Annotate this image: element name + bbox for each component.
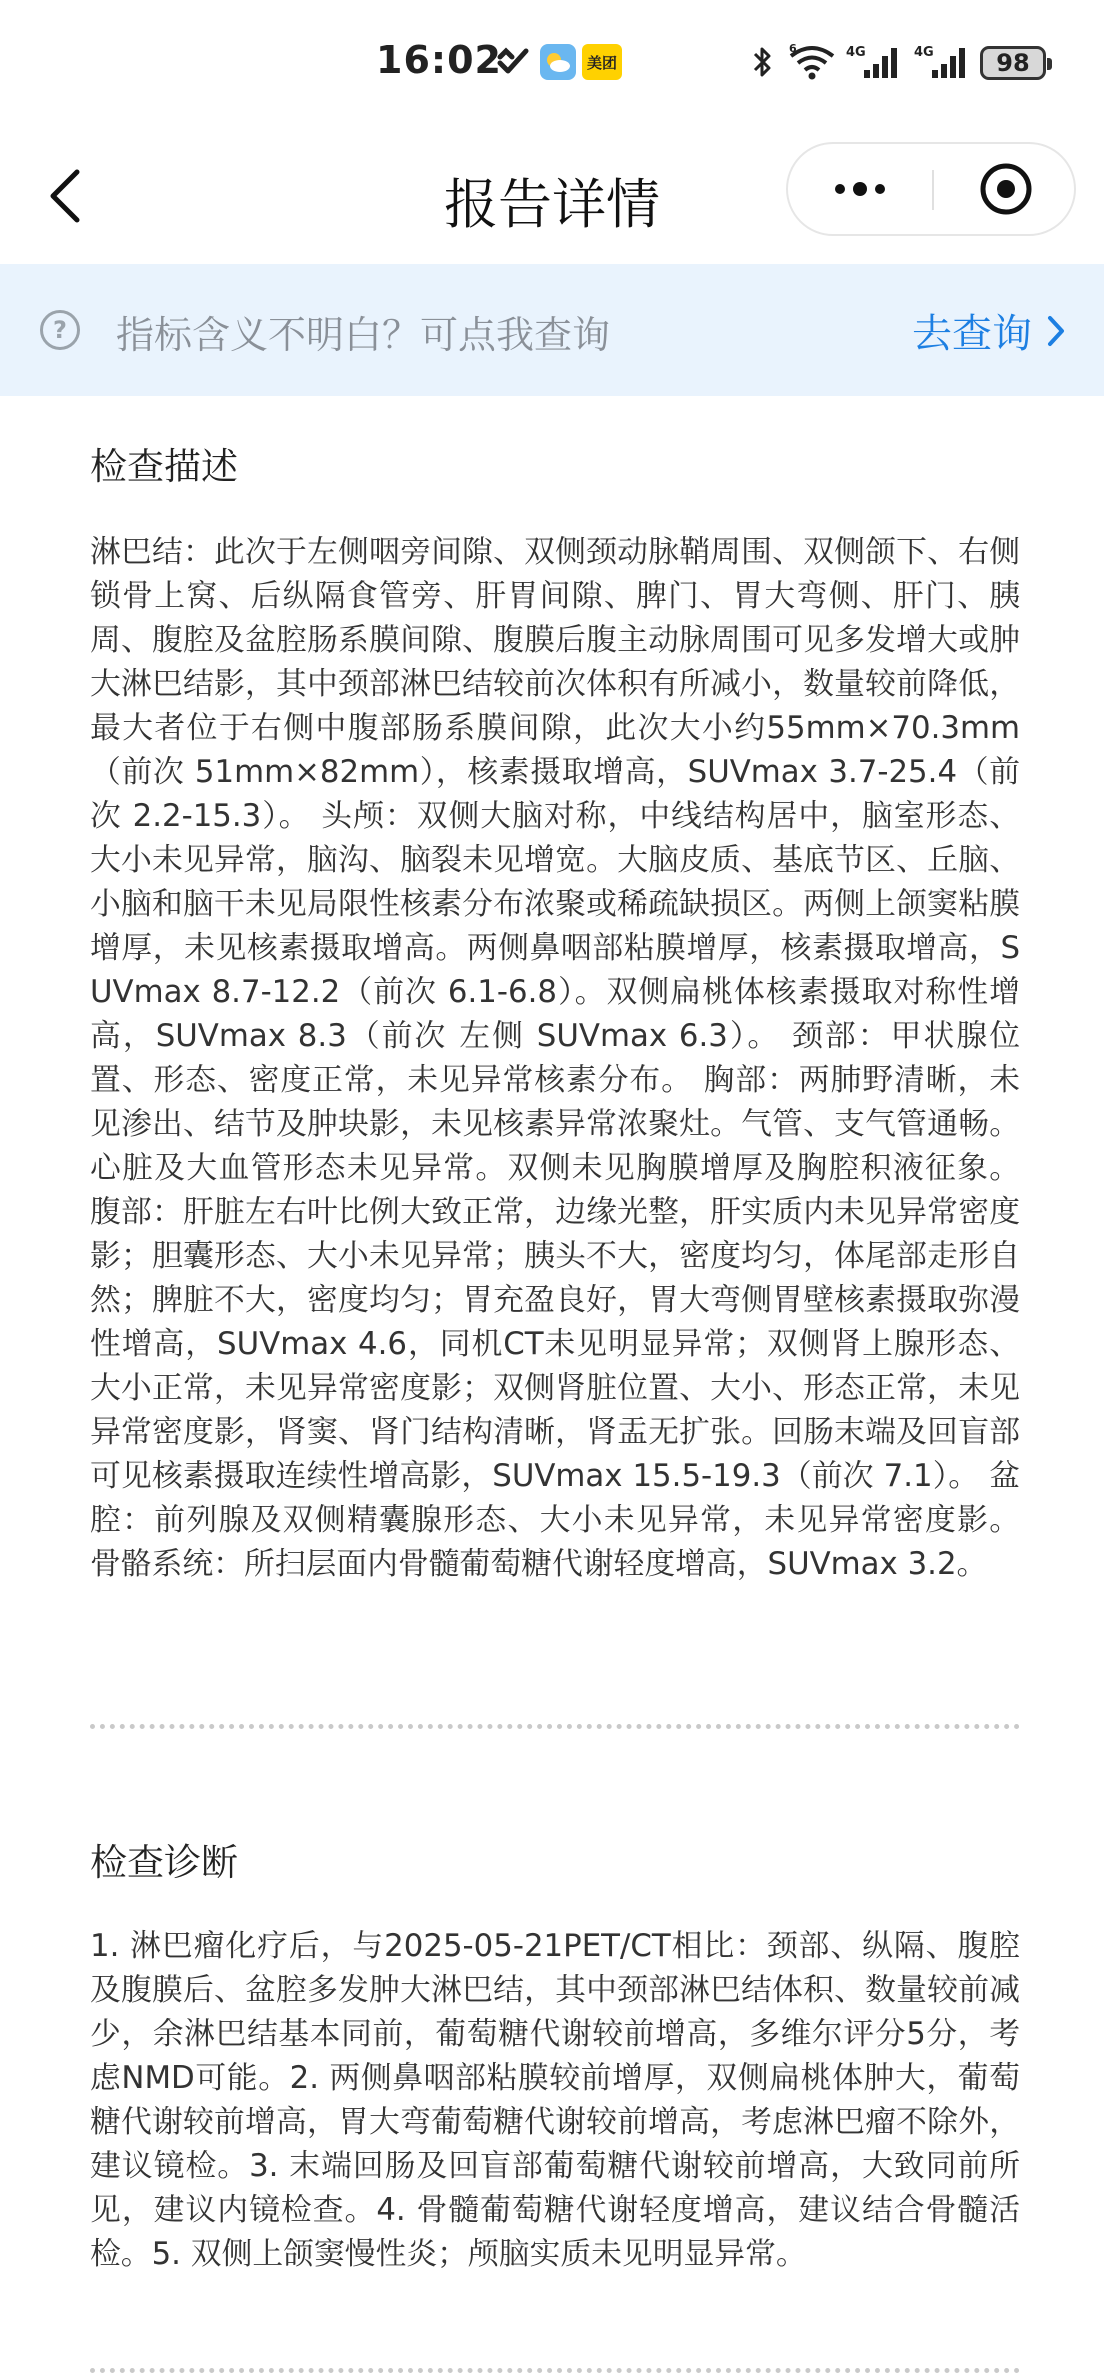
query-link-label: 去查询 bbox=[912, 311, 1032, 357]
query-link[interactable] bbox=[912, 302, 1066, 359]
description-body: 淋巴结：此次于左侧咽旁间隙、双侧颈动脉鞘周围、双侧颌下、右侧锁骨上窝、后纵隔食管旁、肝胃间隙、脾门、胃大弯侧、肝门、胰周、腹腔及盆腔肠系膜间隙、腹膜后腹主动脉周围可见多发增大或肿大淋巴结影，其中颈部淋巴结较前次体积有所减小，数量较前降低，最大者位于右侧中腹部肠系膜间隙，此次大小约55mm×70.3mm（前次 51mm×82mm），核素摄取增高，SUVmax 3.7-25.4（前次 2.2-15.3）。 头颅：双侧大脑对称，中线结构居中，脑室形态、大小未见异常，脑沟、脑裂未见增宽。大脑皮质、基底节区、丘脑、小脑和脑干未见局限性核素分布浓聚或稀疏缺损区。两侧上颌窦粘膜增厚，未见核素摄取增高。两侧鼻咽部粘膜增厚，核素摄取增高，SUVmax 8.7-12.2（前次 6.1-6.8）。双侧扁桃体核素摄取对称性增高，SUVmax 8.3（前次 左侧 SUVmax 6.3）。 颈部：甲状腺位置、形态、密度正常，未见异常核素分布。 胸部：两肺野清晰，未见渗出、结节及肿块影，未见核素异常浓聚灶。气管、支气管通畅。心脏及大血管形态未见异常。双侧未见胸膜增厚及胸腔积液征象。 腹部：肝脏左右叶比例大致正常，边缘光整，肝实质内未见异常密度影；胆囊形态、大小未见异常；胰头不大，密度均匀，体尾部走形自然；脾脏不大，密度均匀；胃充盈良好，胃大弯侧胃壁核素摄取弥漫性增高，SUVmax 4.6，同机CT未见明显异常；双侧肾上腺形态、大小正常，未见异常密度影；双侧肾脏位置、大小、形态正常，未见异常密度影，肾窦、肾门结构清晰，肾盂无扩张。回肠末端及回盲部可见核素摄取连续性增高影，SUVmax 15.5-19.3（前次 7.1）。 盆腔：前列腺及双侧精囊腺形态、大小未见异常，未见异常密度影。 骨骼系统：所扫层面内骨髓葡萄糖代谢轻度增高，SUVmax 3.2。 bbox=[90, 534, 1020, 1582]
diagnosis-title: 检查诊断 bbox=[90, 1841, 238, 1884]
battery-level: 98 bbox=[996, 49, 1030, 77]
chevron-right-icon bbox=[1046, 314, 1066, 348]
page-title: 报告详情 bbox=[444, 173, 660, 236]
wifi-icon bbox=[786, 44, 838, 80]
diagnosis-section bbox=[90, 1832, 1020, 1886]
signal-icon bbox=[846, 44, 902, 80]
close-button[interactable] bbox=[934, 144, 1078, 234]
status-time: 16:02 bbox=[376, 38, 502, 82]
description-title: 检查描述 bbox=[90, 445, 238, 488]
nav-bar bbox=[0, 132, 1104, 264]
more-button[interactable] bbox=[788, 144, 932, 234]
diagnosis-body-wrap bbox=[90, 1924, 1020, 2276]
mini-program-capsule bbox=[786, 142, 1076, 236]
meituan-app-icon bbox=[582, 44, 622, 80]
more-dots-icon bbox=[835, 184, 845, 194]
target-close-icon bbox=[978, 161, 1034, 217]
question-circle-icon: ? bbox=[40, 310, 80, 350]
status-bar bbox=[0, 0, 1104, 132]
hint-banner[interactable] bbox=[0, 264, 1104, 396]
signal-icon-2 bbox=[914, 44, 970, 80]
signal2-label: 4G bbox=[914, 45, 934, 60]
diagnosis-body: 1. 淋巴瘤化疗后，与2025-05-21PET/CT相比：颈部、纵隔、腹腔及腹膜后、盆腔多发肿大淋巴结，其中颈部淋巴结体积、数量较前减少，余淋巴结基本同前，葡萄糖代谢较前增高，多维尔评分5分，考虑NMD可能。2. 两侧鼻咽部粘膜较前增厚，双侧扁桃体肿大，葡萄糖代谢较前增高，胃大弯葡萄糖代谢较前增高，考虑淋巴瘤不除外，建议镜检。3. 末端回肠及回盲部葡萄糖代谢较前增高，大致同前所见，建议内镜检查。4. 骨髓葡萄糖代谢轻度增高，建议结合骨髓活检。5. 双侧上颌窦慢性炎；颅脑实质未见明显异常。 bbox=[90, 1928, 1020, 2272]
hint-text: 指标含义不明白？可点我查询 bbox=[116, 313, 611, 357]
bluetooth-icon bbox=[748, 44, 778, 80]
section-divider bbox=[90, 1724, 1020, 1729]
description-body-wrap bbox=[90, 530, 1020, 1586]
section-divider-2 bbox=[90, 2368, 1020, 2373]
meituan-label: 美团 bbox=[586, 53, 617, 72]
heart-check-icon bbox=[494, 44, 532, 80]
description-section bbox=[90, 436, 1020, 490]
signal1-label: 4G bbox=[846, 45, 866, 60]
wifi-label: 6 bbox=[789, 44, 797, 55]
battery-icon bbox=[980, 46, 1046, 80]
weather-app-icon bbox=[540, 44, 576, 80]
